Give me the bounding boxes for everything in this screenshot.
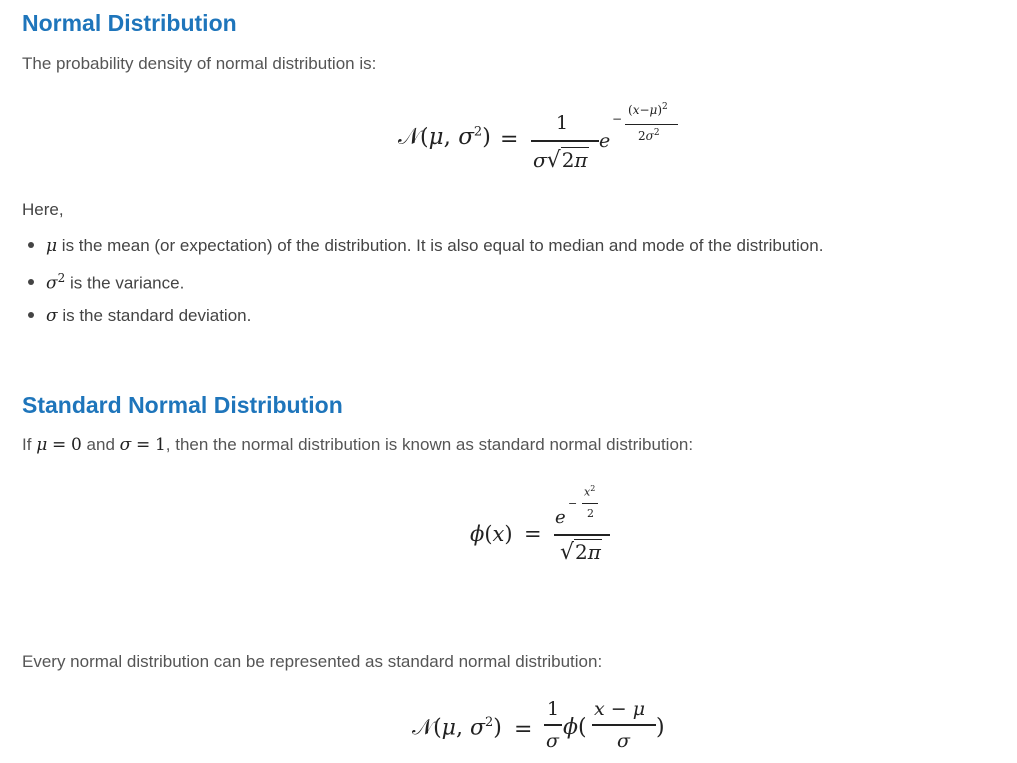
sigma-symbol: σ [46, 306, 58, 326]
sigma-symbol: σ [46, 273, 58, 294]
heading-normal-distribution: Normal Distribution [22, 10, 237, 36]
list-item-mean: μ is the mean (or expectation) of the distribution. It is also equal to median and mode of the distribution. [28, 236, 823, 256]
list-item-standard-deviation: σ is the standard deviation. [28, 306, 251, 326]
intro-text: The probability density of normal distribution is: [22, 54, 377, 73]
here-text: Here, [22, 200, 64, 219]
list-item-variance: $\sigma^2$ is the variance. [28, 271, 184, 294]
mu-symbol: μ [46, 236, 58, 256]
normal-pdf-formula: 𝒩(μ, $\sigma^2$) = 1 σ√2π e − $(x-\mu)^2$ $2\sigma^2$ [0, 0, 1017, 190]
heading-standard-normal-distribution: Standard Normal Distribution [22, 392, 343, 418]
standard-normal-formula: ϕ(x) = e − $x^2$ 2 √2π [0, 0, 1017, 600]
condition-text: If μ = 0 and σ = 1, then the normal distribution is known as standard normal distribution: [22, 435, 694, 455]
standardization-formula: 𝒩(μ, $\sigma^2$) = 1 σ ϕ( x − μ σ ) [412, 698, 665, 752]
every-normal-text: Every normal distribution can be represented as standard normal distribution: [22, 652, 603, 671]
